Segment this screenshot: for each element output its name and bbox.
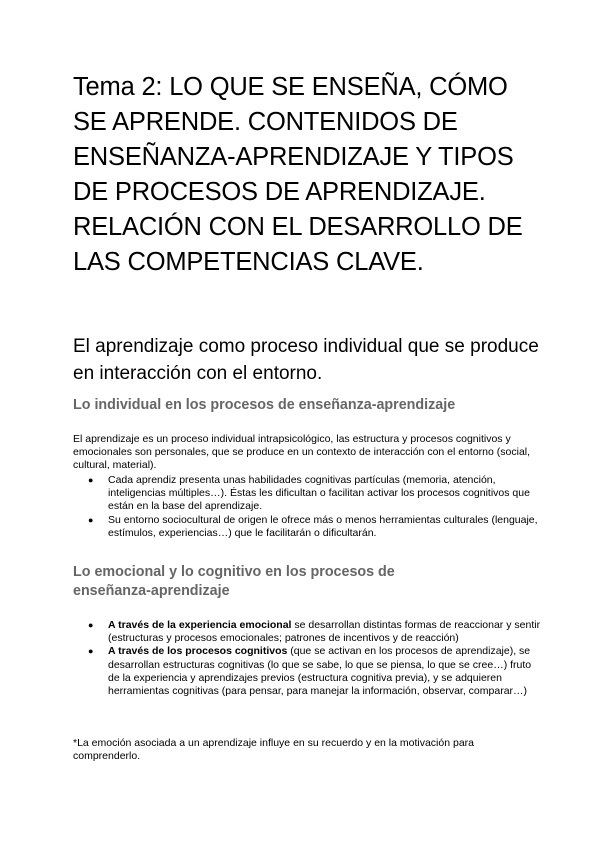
list-item-bold: A través de la experiencia emocional (108, 619, 292, 631)
bullet-icon: ● (88, 646, 94, 657)
footnote: *La emoción asociada a un aprendizaje influye en su recuerdo y en la motivación para comprenderlo. (73, 737, 474, 763)
section1-paragraph: El aprendizaje es un proceso individual intrapsicológico, las estructura y procesos cognitivos y emocionales son personales, que se produce en un contexto de interacción con el entorno (social, cultural, material). (73, 433, 531, 472)
list-item (73, 619, 543, 645)
list-item (73, 514, 543, 540)
list-item-text: (que se activan en los procesos de aprendizaje), se desarrollan estructuras cognitivas (lo que se sabe, lo que se piensa, lo que se cree…) fruto de la experiencia y aprendizajes previos (estructura cognitiva previa), y se adquieren herramientas cognitivas (para pensar, para manejar la información, observar, comparar…) (108, 645, 532, 698)
list-item (73, 645, 543, 698)
section1-heading: Lo individual en los procesos de enseñanza-aprendizaje (73, 397, 456, 413)
section2-bullet-list (73, 619, 543, 698)
bullet-icon: ● (88, 620, 94, 630)
section-subtitle: El aprendizaje como proceso individual que se produce en interacción con el entorno. (73, 336, 539, 384)
bullet-icon: ● (88, 514, 94, 525)
list-item-text: Cada aprendiz presenta unas habilidades cognitivas partículas (memoria, atención, inteligencias múltiples…). Éstas les dificultan o facilitan activar los procesos cognitivos que están en la base del aprendizaje. (108, 474, 530, 513)
list-item-text: se desarrollan distintas formas de reaccionar y sentir (estructuras y procesos emocionales; patrones de incentivos y de reacción) (108, 619, 541, 645)
section1-bullet-list (73, 474, 543, 540)
list-item-text: Su entorno sociocultural de origen le ofrece más o menos herramientas culturales (lenguaje, estímulos, experiencias…) que le facilitarán o dificultarán. (108, 513, 538, 539)
list-item (73, 474, 543, 514)
section2-heading: Lo emocional y lo cognitivo en los procesos de enseñanza-aprendizaje (73, 564, 395, 599)
bullet-icon: ● (88, 475, 94, 485)
page-title: Tema 2: LO QUE SE ENSEÑA, CÓMO SE APRENDE. CONTENIDOS DE ENSEÑANZA-APRENDIZAJE Y TIPOS DE PROCESOS DE APRENDIZAJE. RELACIÓN CON EL DESARROLLO DE LAS COMPETENCIAS CLAVE. (73, 73, 523, 276)
list-item-bold: A través de los procesos cognitivos (108, 645, 288, 658)
